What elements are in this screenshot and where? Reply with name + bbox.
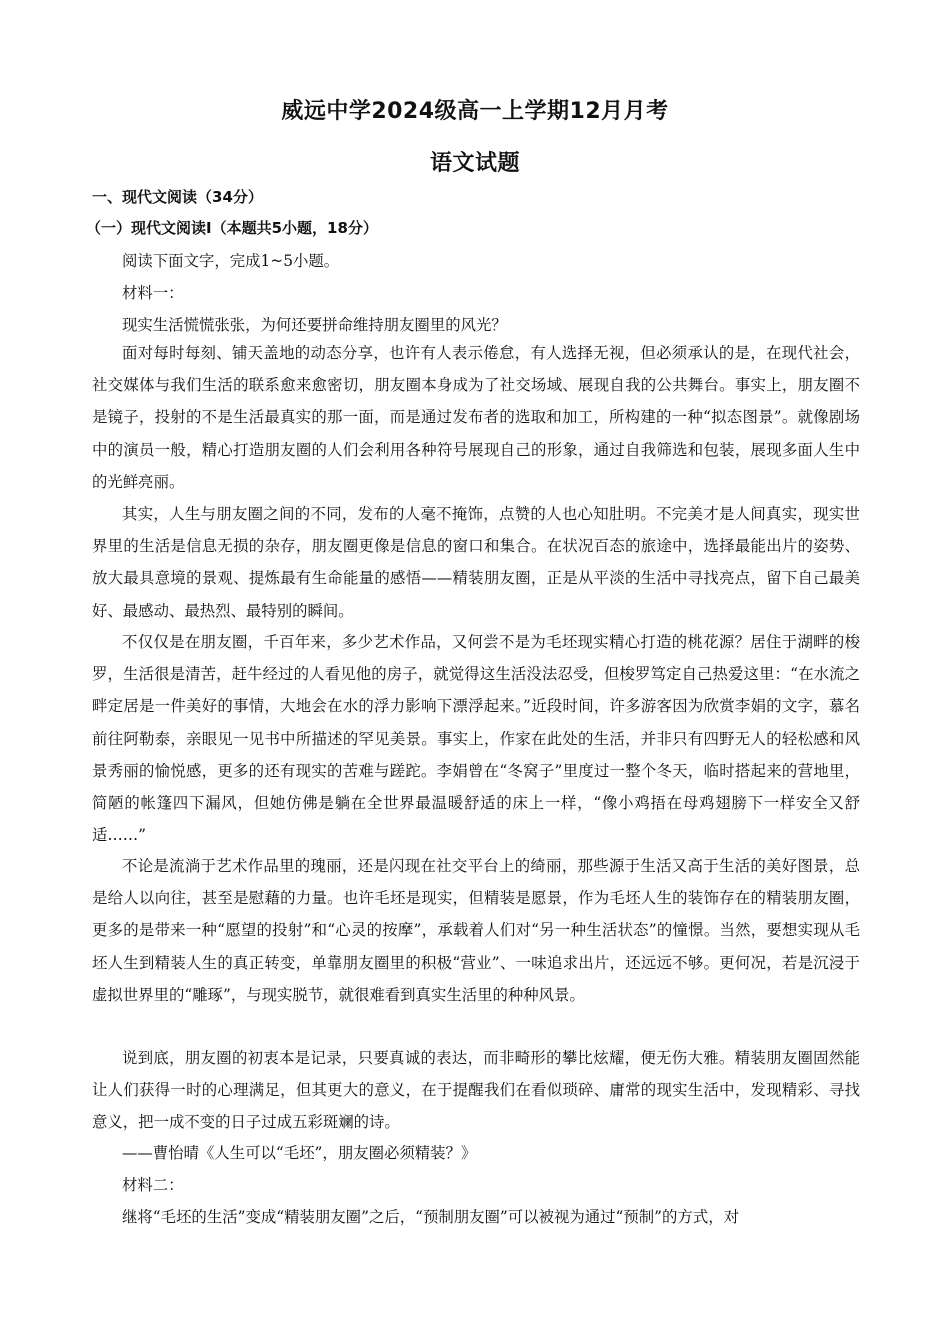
paragraph-5: 说到底，朋友圈的初衷本是记录，只要真诚的表达，而非畸形的攀比炫耀，便无伤大雅。精装朋友圈固然能让人们获得一时的心理满足，但其更大的意义，在于提醒我们在看似琐碎、庸常的现实生活中，发现精彩、寻找意义，把一成不变的日子过成五彩斑斓的诗。: [92, 1049, 860, 1132]
material-one-title: 现实生活慌慌张张，为何还要拼命维持朋友圈里的风光？: [122, 316, 507, 334]
reading-instruction: 阅读下面文字，完成1~5小题。: [122, 252, 340, 270]
material-one-attribution: ——曹怡晴《人生可以“毛坯”，朋友圈必须精装？》: [122, 1144, 477, 1162]
subsection-heading: （一）现代文阅读Ⅰ（本题共5小题，18分）: [86, 219, 378, 237]
material-two-start: 继将“毛坯的生活”变成“精装朋友圈”之后，“预制朋友圈”可以被视为通过“预制”的方式，对: [122, 1208, 740, 1226]
material-two-label: 材料二：: [122, 1176, 184, 1194]
paragraph-3: 不仅仅是在朋友圈，千百年来，多少艺术作品，又何尝不是为毛坯现实精心打造的桃花源？居住于湖畔的梭罗，生活很是清苦，赶牛经过的人看见他的房子，就觉得这生活没法忍受，但梭罗笃定自己热爱这里：“在水流之畔定居是一件美好的事情，大地会在水的浮力影响下漂浮起来。”近段时间，许多游客因为欣赏李娟的文字，慕名前往阿勒泰，亲眼见一见书中所描述的罕见美景。事实上，作家在此处的生活，并非只有四野无人的轻松感和风景秀丽的愉悦感，更多的还有现实的苦难与蹉跎。李娟曾在“冬窝子”里度过一整个冬天，临时搭起来的营地里，简陋的帐篷四下漏风，但她仿佛是躺在全世界最温暖舒适的床上一样，“像小鸡捂在母鸡翅膀下一样安全又舒适……”: [92, 633, 860, 845]
section-heading: 一、现代文阅读（34分）: [92, 188, 263, 206]
exam-title: 威远中学2024级高一上学期12月月考: [281, 99, 669, 124]
paragraph-4: 不论是流淌于艺术作品里的瑰丽，还是闪现在社交平台上的绮丽，那些源于生活又高于生活的美好图景，总是给人以向往，甚至是慰藉的力量。也许毛坯是现实，但精装是愿景，作为毛坯人生的装饰存在的精装朋友圈，更多的是带来一种“愿望的投射”和“心灵的按摩”，承载着人们对“另一种生活状态”的憧憬。当然，要想实现从毛坯人生到精装人生的真正转变，单靠朋友圈里的积极“营业”、一味追求出片，还远远不够。更何况，若是沉浸于虚拟世界里的“雕琢”，与现实脱节，就很难看到真实生活里的种种风景。: [92, 857, 860, 1004]
exam-subtitle: 语文试题: [429, 151, 520, 176]
paragraph-2: 其实，人生与朋友圈之间的不同，发布的人毫不掩饰，点赞的人也心知肚明。不完美才是人间真实，现实世界里的生活是信息无损的杂存，朋友圈更像是信息的窗口和集合。在状况百态的旅途中，选择最能出片的姿势、放大最具意境的景观、提炼最有生命能量的感悟——精装朋友圈，正是从平淡的生活中寻找亮点，留下自己最美好、最感动、最热烈、最特别的瞬间。: [92, 505, 860, 620]
paragraph-1: 面对每时每刻、铺天盖地的动态分享，也许有人表示倦怠，有人选择无视，但必须承认的是，在现代社会，社交媒体与我们生活的联系愈来愈密切，朋友圈本身成为了社交场域、展现自我的公共舞台。事实上，朋友圈不是镜子，投射的不是生活最真实的那一面，而是通过发布者的选取和加工，所构建的一种“拟态图景”。就像剧场中的演员一般，精心打造朋友圈的人们会利用各种符号展现自己的形象，通过自我筛选和包装，展现多面人生中的光鲜亮丽。: [92, 344, 860, 491]
material-one-label: 材料一：: [122, 284, 184, 302]
